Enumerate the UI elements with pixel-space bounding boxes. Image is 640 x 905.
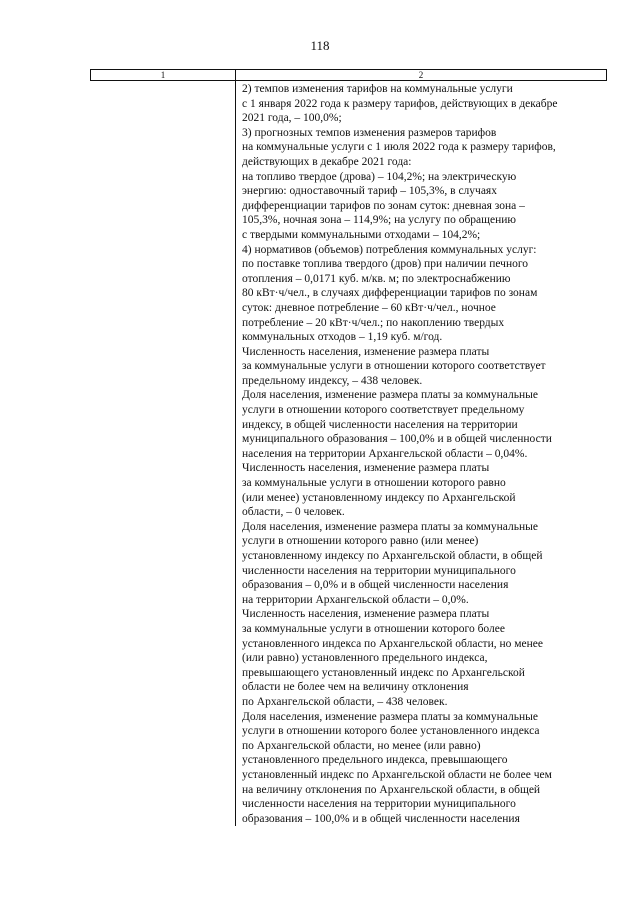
- text-line: отопления – 0,0171 куб. м/кв. м; по электроснабжению: [242, 272, 511, 285]
- document-table: [90, 69, 607, 826]
- text-line: муниципального образования – 100,0% и в общей численности: [242, 433, 552, 446]
- text-line: образования – 100,0% и в общей численности населения: [242, 812, 520, 825]
- text-line: 3) прогнозных темпов изменения размеров тарифов: [242, 126, 497, 139]
- text-line: за коммунальные услуги в отношении которого равно: [242, 477, 506, 490]
- text-line: на территории Архангельской области – 0,0%.: [242, 593, 469, 606]
- text-line: населения на территории Архангельской области – 0,04%.: [242, 447, 528, 460]
- column-2-cell: [236, 81, 607, 827]
- text-line: Численность населения, изменение размера платы: [242, 345, 490, 358]
- text-line: по Архангельской области, – 438 человек.: [242, 695, 448, 708]
- text-line: Численность населения, изменение размера платы: [242, 608, 490, 621]
- text-line: превышающего установленный индекс по Архангельской: [242, 666, 525, 679]
- text-line: предельному индексу, – 438 человек.: [242, 374, 423, 387]
- text-line: 2021 года, – 100,0%;: [242, 112, 342, 125]
- text-line: 2) темпов изменения тарифов на коммунальные услуги: [242, 83, 513, 95]
- text-line: услуги в отношении которого соответствует предельному: [242, 404, 525, 417]
- text-line: (или менее) установленному индексу по Архангельской: [242, 491, 516, 504]
- text-line: Доля населения, изменение размера платы за коммунальные: [242, 710, 538, 723]
- text-line: установленного предельного индекса, превышающего: [242, 754, 508, 767]
- text-line: потребление – 20 кВт·ч/чел.; по накоплению твердых: [242, 316, 505, 329]
- text-line: с твердыми коммунальными отходами – 104,2%;: [242, 228, 481, 241]
- text-line: установленного индекса по Архангельской области, но менее: [242, 637, 543, 650]
- text-line: 80 кВт·ч/чел., в случаях дифференциации тарифов по зонам: [242, 287, 538, 300]
- text-line: образования – 0,0% и в общей численности населения: [242, 579, 509, 592]
- text-line: 105,3%, ночная зона – 114,9%; на услугу по обращению: [242, 214, 517, 227]
- text-line: за коммунальные услуги в отношении которого более: [242, 622, 505, 635]
- text-line: с 1 января 2022 года к размеру тарифов, действующих в декабре: [242, 97, 558, 110]
- text-line: на величину отклонения по Архангельской области, в общей: [242, 783, 541, 796]
- text-line: дифференциации тарифов по зонам суток: дневная зона –: [242, 199, 525, 212]
- text-line: по Архангельской области, но менее (или равно): [242, 739, 481, 752]
- text-line: (или равно) установленного предельного индекса,: [242, 652, 488, 665]
- page-number: 118: [310, 38, 330, 53]
- column-1-cell: [91, 81, 236, 827]
- text-line: 4) нормативов (объемов) потребления коммунальных услуг:: [242, 243, 537, 256]
- text-line: на топливо твердое (дрова) – 104,2%; на электрическую: [242, 170, 517, 183]
- text-line: услуги в отношении которого равно (или менее): [242, 535, 479, 548]
- column-header-2: 2: [236, 70, 607, 81]
- table-body-row: [91, 81, 607, 827]
- text-line: действующих в декабре 2021 года:: [242, 155, 412, 168]
- text-line: Доля населения, изменение размера платы за коммунальные: [242, 520, 538, 533]
- text-line: численности населения на территории муниципального: [242, 798, 516, 811]
- text-line: коммунальных отходов – 1,19 куб. м/год.: [242, 331, 443, 344]
- text-line: на коммунальные услуги с 1 июля 2022 года к размеру тарифов,: [242, 141, 556, 154]
- text-line: за коммунальные услуги в отношении которого соответствует: [242, 360, 546, 373]
- text-line: установленному индексу по Архангельской области, в общей: [242, 550, 543, 562]
- text-block: [236, 81, 607, 826]
- text-line: индексу, в общей численности населения на территории: [242, 418, 518, 431]
- table-header-row: [91, 70, 607, 81]
- text-line: Численность населения, изменение размера платы: [242, 462, 490, 475]
- text-line: области, – 0 человек.: [242, 506, 345, 519]
- text-line: услуги в отношении которого более установленного индекса: [242, 725, 540, 738]
- text-line: установленный индекс по Архангельской области не более чем: [242, 768, 552, 781]
- text-line: области не более чем на величину отклонения: [242, 681, 469, 694]
- text-line: численности населения на территории муниципального: [242, 564, 516, 577]
- text-line: по поставке топлива твердого (дров) при наличии печного: [242, 258, 529, 271]
- text-line: суток: дневное потребление – 60 кВт·ч/чел., ночное: [242, 301, 496, 314]
- column-header-1: 1: [91, 70, 236, 81]
- text-line: энергию: одноставочный тариф – 105,3%, в случаях: [242, 185, 497, 198]
- text-line: Доля населения, изменение размера платы за коммунальные: [242, 389, 538, 402]
